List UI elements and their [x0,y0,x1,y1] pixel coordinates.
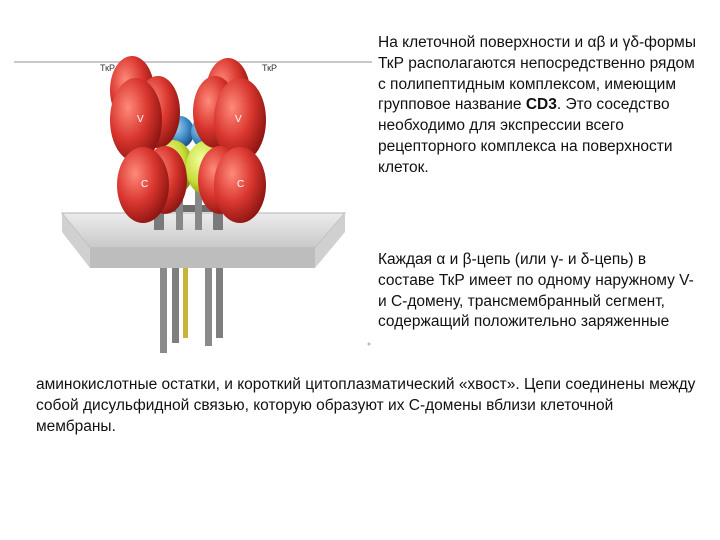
paragraph-chain-structure-continued: аминокислотные остатки, и короткий цитоплазматический «хвост». Цепи соединены между собой дисульфидной связью, которую образуют их C-домены вблизи клеточной мембраны. [36,376,696,435]
cytoplasmic-tails [160,268,223,353]
tcr-diagram-svg [0,0,380,380]
paragraph1-text-after: . Это соседство необходимо для экспрессии всего рецепторного комплекса на поверхности клеток. [378,96,673,176]
paragraph-chain-structure: Каждая α и β-цепь (или γ- и δ-цепь) в составе ТкР имеет по одному наружному V- и C-домену, трансмембранный сегмент, содержащий положительно заряженные [378,251,694,331]
c-domain-label-left: C [141,179,149,190]
tcr-right [193,58,266,223]
paragraph1-text-before: На клеточной поверхности и αβ и γδ-формы ТкР располагаются непосредственно рядом с полипептидным комплексом, имеющим групповое название [378,34,696,114]
paragraph1-bold-cd3: CD3 [525,96,557,114]
tcr-label-left: ТкР [100,63,116,73]
paragraph-cd3-intro [378,33,698,179]
tcr-cd3-diagram [0,0,380,380]
tcr-label-right: ТкР [262,63,278,73]
cell-membrane [62,213,345,268]
v-domain-label-right: V [235,114,242,125]
c-domain-label-right: C [237,179,245,190]
v-domain-label-left: V [137,114,144,125]
